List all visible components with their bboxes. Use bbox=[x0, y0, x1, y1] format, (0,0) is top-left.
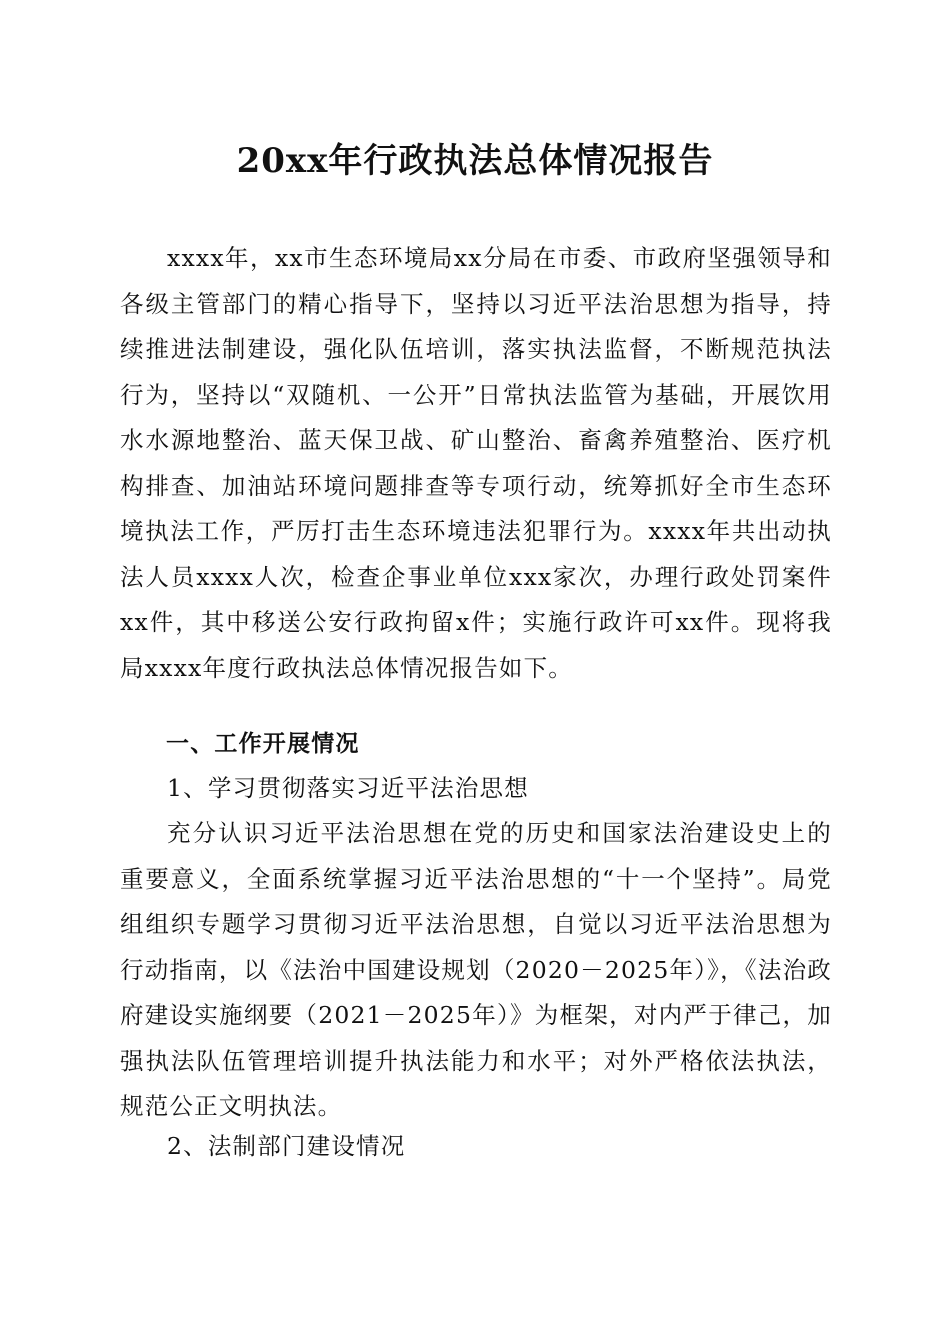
subsection-two bbox=[120, 1124, 832, 1170]
section-one bbox=[120, 722, 832, 768]
subsection-one bbox=[120, 766, 832, 812]
sub1-heading: 1、学习贯彻落实习近平法治思想 bbox=[167, 774, 529, 802]
intro-paragraph: xxxx年，xx市生态环境局xx分局在市委、市政府坚强领导和各级主管部门的精心指导下，坚持以习近平法治思想为指导，持续推进法制建设，强化队伍培训，落实执法监督，不断规范执法行为，坚持以“双随机、一公开”日常执法监管为基础，开展饮用水水源地整治、蓝天保卫战、矿山整治、畜禽养殖整治、医疗机构排查、加油站环境问题排查等专项行动，统筹抓好全市生态环境执法工作，严厉打击生态环境违法犯罪行为。xxxx年共出动执法人员xxxx人次，检查企事业单位xxx家次，办理行政处罚案件xx件，其中移送公安行政拘留x件；实施行政许可xx件。现将我局xxxx年度行政执法总体情况报告如下。 bbox=[120, 244, 832, 682]
document-body bbox=[120, 236, 832, 691]
sub2-heading: 2、法制部门建设情况 bbox=[167, 1132, 406, 1160]
document-title: 20xx年行政执法总体情况报告 bbox=[236, 141, 714, 181]
sub1-body-paragraph: 充分认识习近平法治思想在党的历史和国家法治建设史上的重要意义，全面系统掌握习近平法治思想的“十一个坚持”。局党组组织专题学习贯彻习近平法治思想，自觉以习近平法治思想为行动指南，以《法治中国建设规划（2020－2025年）》，《法治政府建设实施纲要（2021－2025年）》为框架，对内严于律己，加强执法队伍管理培训提升执法能力和水平；对外严格依法执法，规范公正文明执法。 bbox=[120, 819, 832, 1120]
subsection-one-body bbox=[120, 811, 832, 1130]
section1-heading: 一、工作开展情况 bbox=[166, 731, 360, 757]
